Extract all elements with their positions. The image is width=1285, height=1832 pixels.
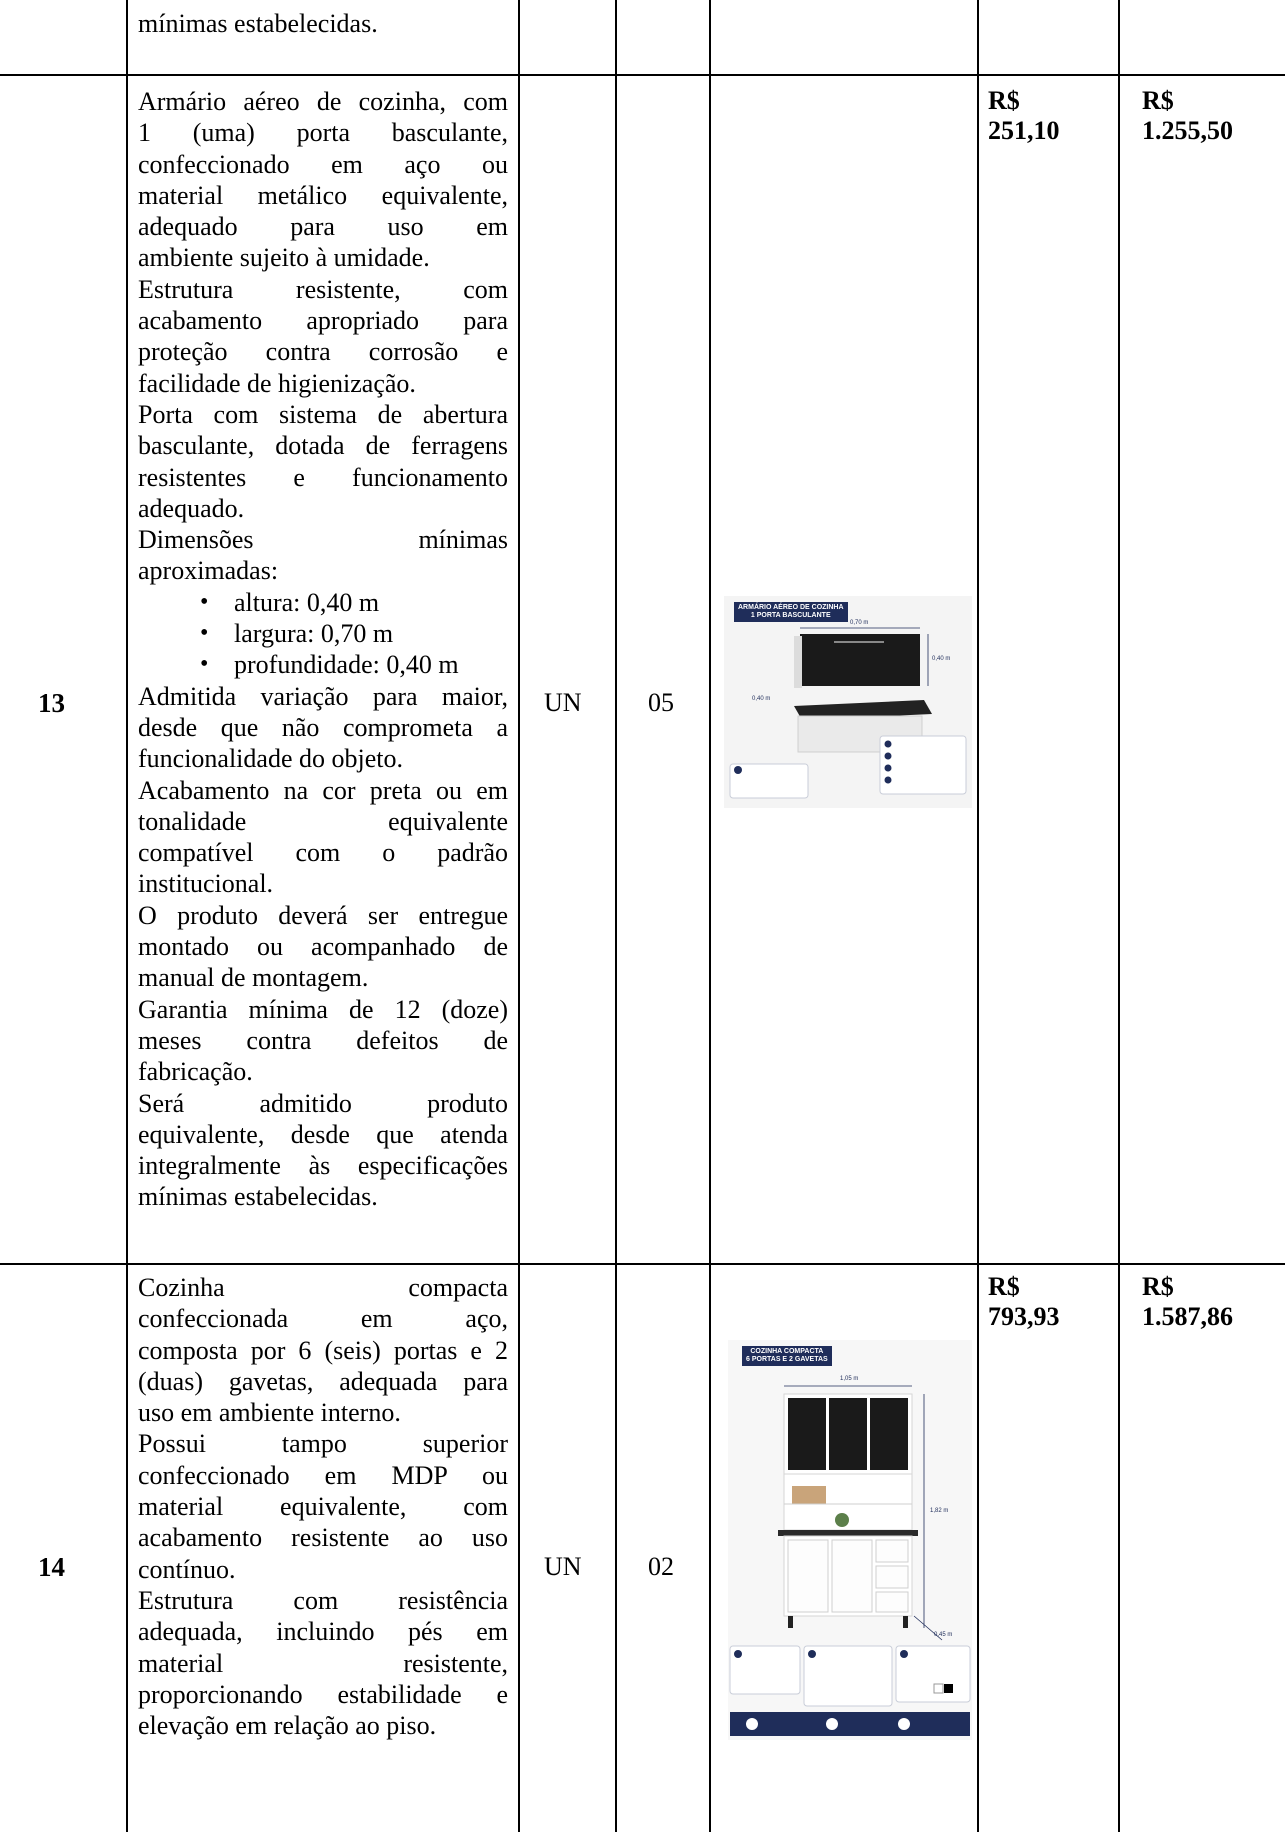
column-divider-1 bbox=[126, 0, 128, 1832]
item-14-product-image bbox=[728, 1340, 972, 1740]
item-13-dimension-list bbox=[138, 587, 508, 681]
item-13-product-image bbox=[724, 596, 972, 808]
depth-dimension-label: 0,40 m bbox=[752, 696, 771, 702]
item-13-para-3: Porta com sistema de abertura basculante, dotada de ferragens resistentes e funcionamento adequado. bbox=[138, 399, 508, 523]
item-14-unit: UN bbox=[544, 1552, 582, 1581]
column-divider-3 bbox=[615, 0, 617, 1832]
item-13-total-price: R$ 1.255,50 bbox=[1142, 86, 1233, 145]
item-13-para-9: Será admitido produto equivalente, desde que atenda integralmente às especificações mínimas estabelecidas. bbox=[138, 1088, 508, 1212]
item-13-quantity: 05 bbox=[648, 688, 674, 717]
item-14-para-1: Cozinha compacta confeccionada em aço, composta por 6 (seis) portas e 2 (duas) gavetas, adequada para uso em ambiente interno. bbox=[138, 1273, 508, 1428]
item-14-unit-price: R$ 793,93 bbox=[988, 1272, 1060, 1331]
item-14-description bbox=[138, 1272, 508, 1741]
item-14-total-price: R$ 1.587,86 bbox=[1142, 1272, 1233, 1331]
item-13-para-4: Dimensões mínimas aproximadas: bbox=[138, 525, 508, 586]
item-14-number: 14 bbox=[38, 1552, 65, 1582]
item-13-para-5: Admitida variação para maior, desde que não comprometa a funcionalidade do objeto. bbox=[138, 681, 508, 774]
list-item: • altura: 0,40 m bbox=[138, 587, 508, 618]
column-divider-2 bbox=[518, 0, 520, 1832]
item-14-para-2: Possui tampo superior confeccionado em MDP ou material equivalente, com acabamento resistente ao uso contínuo. bbox=[138, 1429, 508, 1584]
depth-dimension-label: 0,45 m bbox=[934, 1632, 953, 1638]
item-13-para-2: Estrutura resistente, com acabamento apropriado para proteção contra corrosão e facilidade de higienização. bbox=[138, 274, 508, 398]
item-13-para-1: Armário aéreo de cozinha, com 1 (uma) porta basculante, confeccionado em aço ou material metálico equivalente, adequado para uso em ambiente sujeito à umidade. bbox=[138, 87, 508, 273]
column-divider-5 bbox=[977, 0, 979, 1832]
row-divider-item-13 bbox=[0, 1263, 1285, 1265]
width-dimension-label: 0,70 m bbox=[850, 620, 869, 626]
item-14-para-3: Estrutura com resistência adequada, incluindo pés em material resistente, proporcionando estabilidade e elevação em relação ao piso. bbox=[138, 1585, 508, 1741]
item-13-unit: UN bbox=[544, 688, 582, 717]
figure-title-badge: ARMÁRIO AÉREO DE COZINHA 1 PORTA BASCULANTE bbox=[734, 602, 848, 622]
item-13-para-8: Garantia mínima de 12 (doze) meses contra defeitos de fabricação. bbox=[138, 994, 508, 1087]
kitchen-illustration bbox=[728, 1340, 972, 1740]
item-13-para-7: O produto deverá ser entregue montado ou acompanhado de manual de montagem. bbox=[138, 900, 508, 993]
list-item: • largura: 0,70 m bbox=[138, 618, 508, 649]
top-row-description: mínimas estabelecidas. bbox=[138, 9, 378, 38]
figure-title-badge: COZINHA COMPACTA 6 PORTAS E 2 GAVETAS bbox=[742, 1346, 832, 1366]
width-dimension-label: 1,05 m bbox=[840, 1376, 859, 1382]
column-divider-4 bbox=[709, 0, 711, 1832]
item-14-quantity: 02 bbox=[648, 1552, 674, 1581]
item-13-para-6: Acabamento na cor preta ou em tonalidade equivalente compatível com o padrão institucional. bbox=[138, 775, 508, 899]
row-divider-top-row bbox=[0, 74, 1285, 76]
list-item: • profundidade: 0,40 m bbox=[138, 649, 508, 680]
column-divider-6 bbox=[1118, 0, 1120, 1832]
item-13-description bbox=[138, 86, 508, 1213]
item-13-number: 13 bbox=[38, 688, 65, 718]
height-dimension-label: 0,40 m bbox=[932, 656, 951, 662]
item-13-unit-price: R$ 251,10 bbox=[988, 86, 1060, 145]
height-dimension-label: 1,82 m bbox=[930, 1508, 949, 1514]
cabinet-illustration bbox=[724, 596, 972, 808]
